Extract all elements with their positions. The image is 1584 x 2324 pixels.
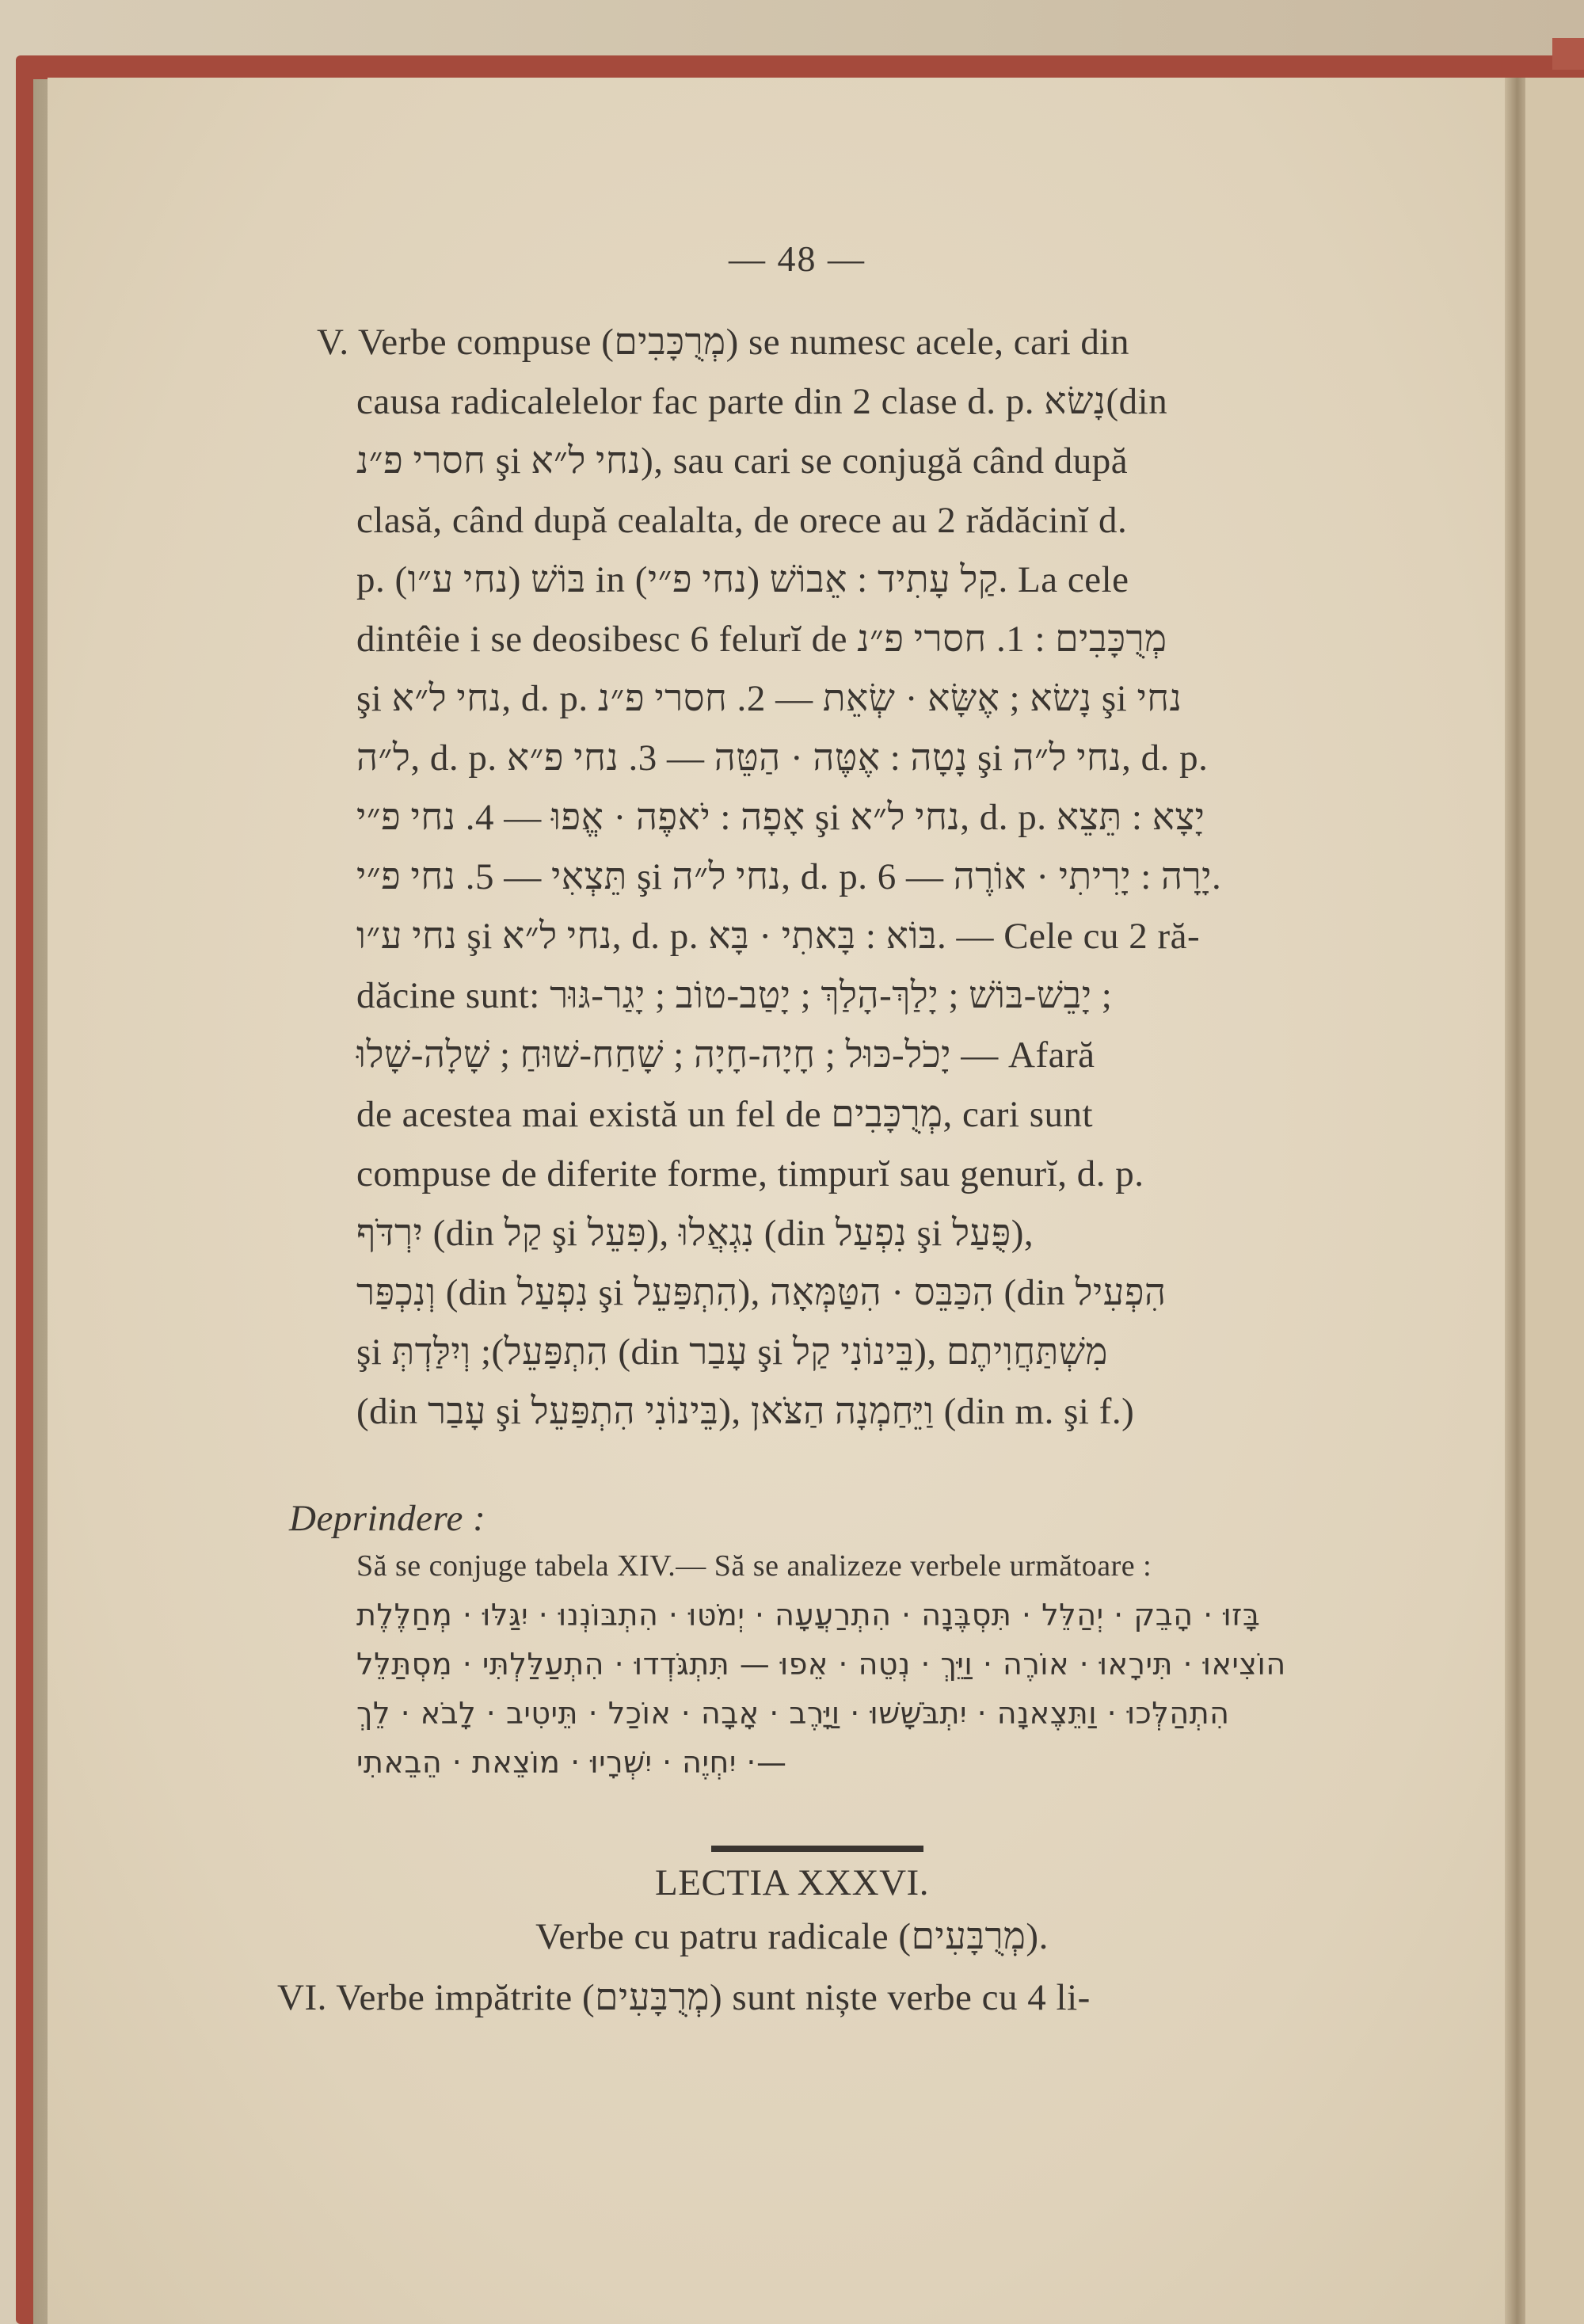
exercise-line: Să se conjuge tabela XIV.— Să se analizeze verbele următoare : <box>356 1549 1152 1583</box>
exercise-line: הוֹצִיאוּ · תִּירָאוּ · אוֹרֶה · וַיֵּךְ · נְטֵה · אֵפוּ — תִּתְגֹּדְדוּ · הִתְעַלַּלְתִּי · מִסְתַּלֵּל <box>356 1647 1286 1682</box>
text-line: נחי ע״ו şi נחי ל״א, d. p. בּוֹא : בָּאתִי · בָּא. — Cele cu 2 ră- <box>356 916 1201 957</box>
page-number: — 48 — <box>729 238 866 279</box>
exercise-line: בָּזוּ · הָבֵק · יְהַלֵּל · תִּסְבֶּנָה · הִתְרַעֲעָה · יְמֹטּוּ · הִתְבּוֹנְנוּ · יִגַּלּוּ · מְחַלֶּלֶת <box>356 1598 1261 1633</box>
text-line: causa radicalelelor fac parte din 2 clase d. p. נָשׂא(din <box>356 381 1168 422</box>
text-line: יָכֹל-כּוּל ; חָיָה-חָיָה ; שָׁחַח-שׁוּחַ ; שָׁלָה-שָׁלוּ — Afară <box>356 1034 1095 1076</box>
cover-corner <box>1552 38 1584 70</box>
text-line: (din עָבַר şi בֵּינוֹנִי הִתְפַּעֵל), וַיֵּחַמְנָה הַצֹּאן (din m. şi f.) <box>356 1391 1135 1432</box>
text-line: V. Verbe compuse (מְרֻכָּבִים) se numesc acele, cari din <box>317 322 1129 363</box>
lesson-subtitle: Verbe cu patru radicale (מְרֻבָּעִים). <box>535 1916 1049 1957</box>
text-line: dăcine sunt: יָבֵשׁ-בּוֹשׁ ; יָלַךְ-הָלַךְ ; יָטַב-טוֹב ; יָגַר-גּוּר ; <box>356 975 1113 1016</box>
page-gutter <box>1505 78 1525 2324</box>
exercise-heading: Deprindere : <box>289 1498 486 1539</box>
text-line: compuse de diferite forme, timpurĭ sau genurĭ, d. p. <box>356 1153 1144 1194</box>
text-line: חסרי פ״נ şi נחי ל״א), sau cari se conjugă când după <box>356 440 1129 482</box>
text-line: şi הִתְפַּעֵל); וְיִלַּדְתְּ (din עָבַר şi בֵּינוֹנִי קַל), מִשְׁתַּחֲוִיתֶם <box>356 1332 1108 1373</box>
section-rule <box>711 1846 923 1852</box>
text-line: clasă, când după cealalta, de orece au 2 rădăcinĭ d. <box>356 500 1128 541</box>
lesson-title: LECTIA XXXVI. <box>655 1862 929 1903</box>
text-line: dintêie i se deosibesc 6 felurĭ de מְרֻכָּבִים : 1. חסרי פ״נ <box>356 619 1167 660</box>
exercise-line: הִתְהַלְּכוּ · וַתֵּצֶאנָה · יִתְבֹּשָׁשׁוּ · וַיָּרֶב · אָבָה · אוֹכַל · תֵּיטִיב · לָבֹא · לֵךְ <box>356 1696 1230 1731</box>
text-line: p. בּוֹשׁ (נחי ע״ו) in קַל עָתִיד : אֵבוֹשׁ (נחי פ״י). La cele <box>356 559 1129 600</box>
text-line: וְנִכְפַּר (din נִפְעַל şi הִתְפַּעֵל), הִכַּבֵּס · הִטַּמְּאָה (din הִפְעִיל <box>356 1272 1167 1313</box>
next-page-edge <box>1525 78 1584 2324</box>
text-line: ל״ה, d. p. נָטָה : אֶטֶּה · הַטֵּה — 3. נחי פ״א şi נחי ל״ה, d. p. <box>356 737 1209 779</box>
text-line: תֵּצְאִי — 5. נחי פ״י şi נחי ל״ה, d. p. יָרָה : יָרִיתִי · אוֹרֶה — 6. <box>356 856 1222 897</box>
text-line: יִרְדֹּף (din קַל şi פִּעֵל), נִגְאֲלוּ (din נִפְעַל şi פֻּעַל), <box>356 1213 1034 1254</box>
last-line: VI. Verbe impătrite (מְרֻבָּעִים) sunt niște verbe cu 4 li- <box>277 1977 1091 2018</box>
exercise-line: יִחְיֶה · יִשְׁרָיוּ · מוֹצֵאת · הֵבֵאתִי ·— <box>356 1745 787 1780</box>
text-line: de acestea mai există un fel de מְרֻכָּבִים, cari sunt <box>356 1094 1094 1135</box>
text-line: şi נחי ל״א, d. p. נָשׂא ; אֶשָּׂא · שְׂאֵת — 2. חסרי פ״נ şi נחי <box>356 678 1182 719</box>
text-line: אָפָה : יֹאפֶה · אֱפוּ — 4. נחי פ״י şi נחי ל״א, d. p. יָצָא : תֵּצֵא <box>356 797 1205 838</box>
